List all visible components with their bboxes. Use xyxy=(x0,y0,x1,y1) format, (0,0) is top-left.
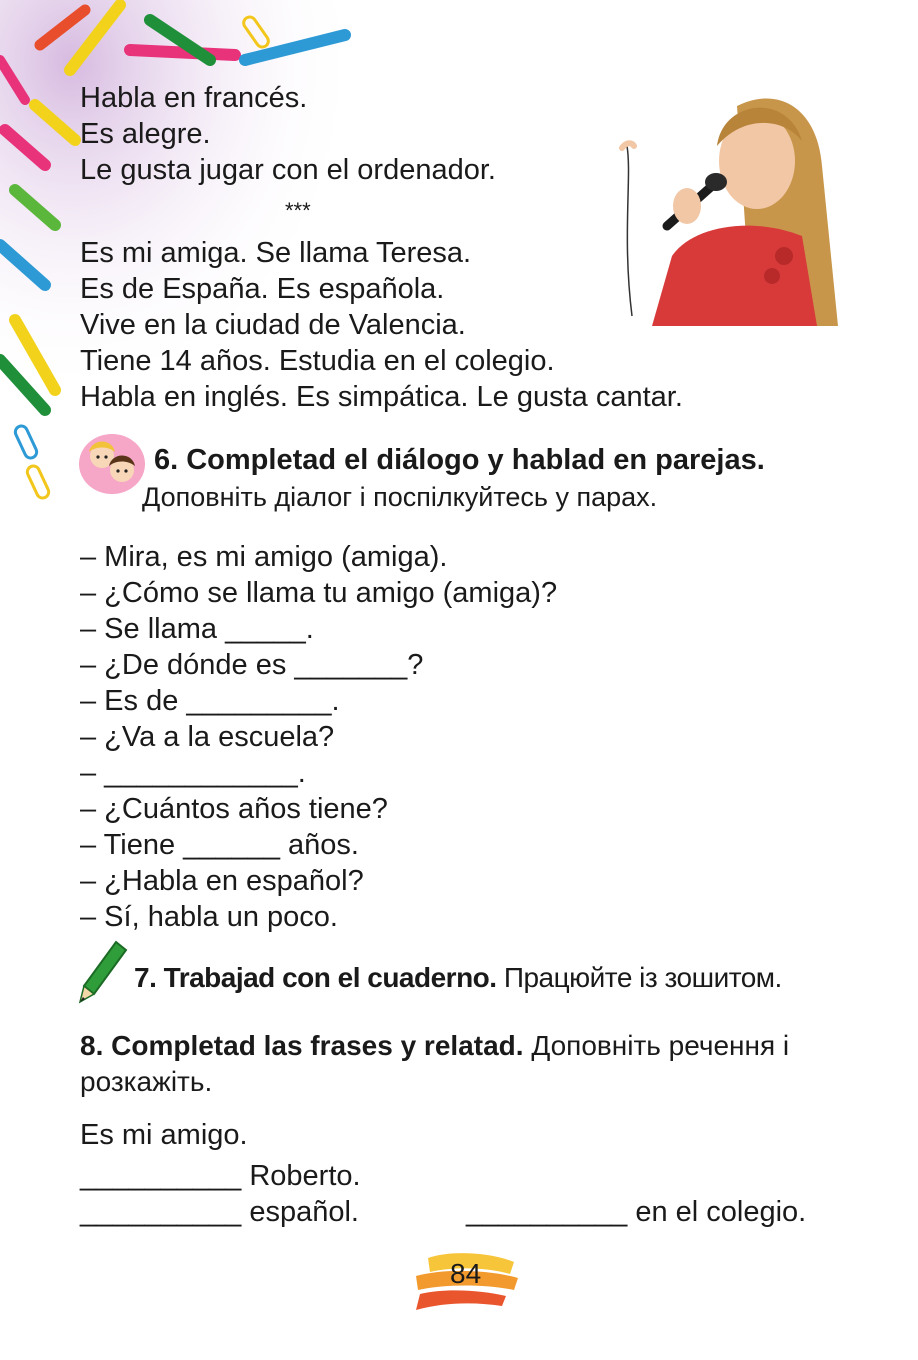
dialogue-line: – ¿De dónde es _______? xyxy=(80,649,424,681)
page-number: 84 xyxy=(450,1258,482,1289)
exercise-7-title: 7. Trabajad con el cuaderno. xyxy=(134,962,497,993)
teresa-line-3: Vive en la ciudad de Valencia. xyxy=(80,309,466,341)
teresa-line-1: Es mi amiga. Se llama Teresa. xyxy=(80,237,472,269)
intro-line-2: Es alegre. xyxy=(80,118,211,150)
teresa-line-4: Tiene 14 años. Estudia en el colegio. xyxy=(80,345,555,377)
exercise-8-title: 8. Completad las frases y relatad. xyxy=(80,1030,524,1061)
dialogue-line: – Mira, es mi amigo (amiga). xyxy=(80,541,448,573)
dialogue-line: – ¿Cuántos años tiene? xyxy=(80,793,388,825)
exercise-7-subtitle: Працюйте із зошитом. xyxy=(503,962,782,993)
exercise-7-heading xyxy=(134,962,782,994)
pen-icon xyxy=(76,938,128,1004)
dialogue-line: – Es de _________. xyxy=(80,685,340,717)
completion-line-2-right: __________ en el colegio. xyxy=(466,1196,807,1228)
girl-singing-photo xyxy=(612,86,838,326)
dialogue-line: – ¿Va a la escuela? xyxy=(80,721,335,753)
intro-line-3: Le gusta jugar con el ordenador. xyxy=(80,154,496,186)
intro-line-1: Habla en francés. xyxy=(80,82,308,114)
dialogue-line: – ¿Habla en español? xyxy=(80,865,364,897)
kids-pair-icon xyxy=(78,430,148,494)
separator: *** xyxy=(285,198,311,223)
completion-intro: Es mi amigo. xyxy=(80,1119,248,1151)
dialogue-line: – Se llama _____. xyxy=(80,613,314,645)
completion-line-2-left: __________ español. xyxy=(80,1196,359,1228)
teresa-line-5: Habla en inglés. Es simpática. Le gusta cantar. xyxy=(80,381,683,413)
exercise-8-subtitle: Доповніть речення і розкажіть. xyxy=(80,1030,790,1097)
dialogue-line: – ____________. xyxy=(80,757,306,789)
dialogue-line: – Tiene ______ años. xyxy=(80,829,359,861)
dialogue-line: – ¿Cómo se llama tu amigo (amiga)? xyxy=(80,577,558,609)
exercise-6-title: 6. Completad el diálogo y hablad en parejas. xyxy=(154,444,765,476)
dialogue-line: – Sí, habla un poco. xyxy=(80,901,338,933)
completion-line-1: __________ Roberto. xyxy=(80,1160,361,1192)
exercise-8-heading xyxy=(80,1028,860,1100)
exercise-6-subtitle: Доповніть діалог і поспілкуйтесь у парах. xyxy=(142,482,658,512)
teresa-line-2: Es de España. Es española. xyxy=(80,273,445,305)
